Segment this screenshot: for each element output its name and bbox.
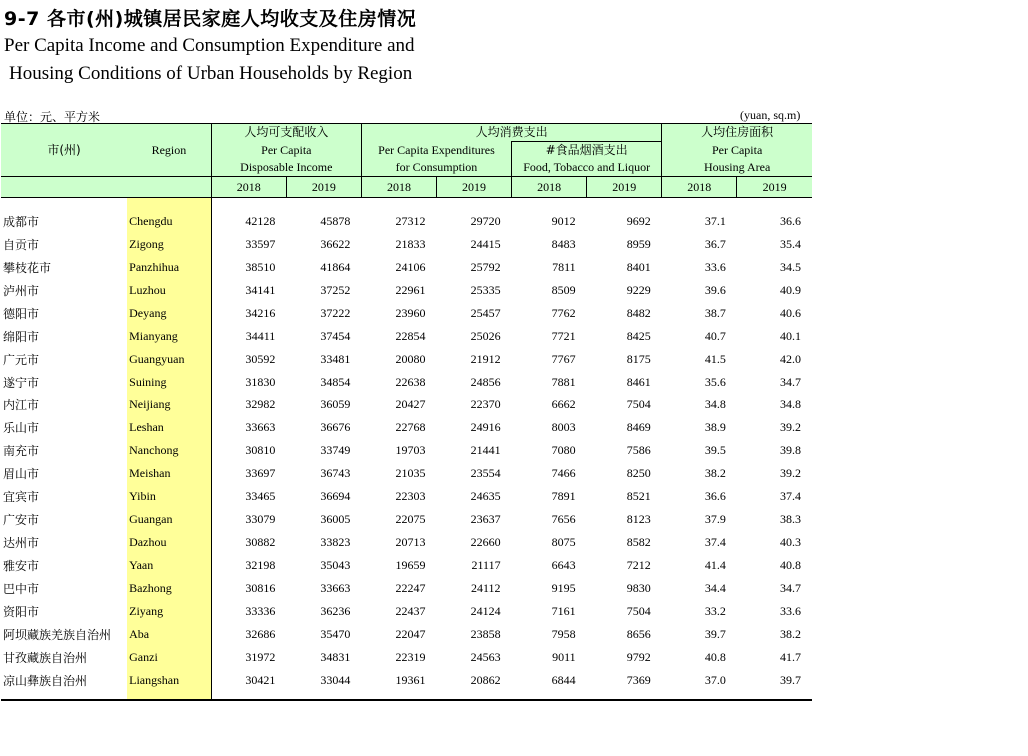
- value-cell: 33663: [245, 420, 276, 435]
- value-cell: 40.6: [780, 305, 801, 320]
- region-name-cn: 内江市: [3, 398, 40, 413]
- region-name-cn: 甘孜藏族自治州: [3, 650, 88, 665]
- year-header: 2018: [211, 177, 286, 198]
- value-cell: 31830: [245, 374, 276, 389]
- value-cell: 7504: [626, 397, 651, 412]
- region-name-en: Meishan: [127, 462, 211, 485]
- value-cell: 38.2: [704, 466, 726, 481]
- page-title-en-line2: Housing Conditions of Urban Households by Region: [9, 63, 413, 84]
- value-cell: 40.1: [780, 328, 801, 343]
- value-cell: 8521: [626, 489, 651, 504]
- header-food-en: Food, Tobacco and Liquor: [512, 159, 662, 177]
- value-cell: 34.7: [780, 580, 801, 595]
- value-cell: 23554: [470, 466, 501, 481]
- value-cell: 36676: [320, 420, 351, 435]
- value-cell: 33481: [320, 351, 351, 366]
- value-cell: 9830: [626, 580, 651, 595]
- value-cell: 9012: [551, 213, 576, 228]
- value-cell: 21035: [395, 466, 426, 481]
- value-cell: 8123: [626, 512, 651, 527]
- value-cell: 41864: [320, 259, 351, 274]
- value-cell: 7212: [626, 558, 651, 573]
- table-row: [1, 233, 812, 256]
- value-cell: 36236: [320, 603, 351, 618]
- header-housing-en1: Per Capita: [662, 142, 812, 160]
- value-cell: 29720: [470, 213, 501, 228]
- region-name-en: Panzhihua: [127, 256, 211, 279]
- table-body: [1, 198, 812, 700]
- value-cell: 39.5: [704, 443, 726, 458]
- year-header: 2018: [361, 177, 436, 198]
- value-cell: 36005: [320, 512, 351, 527]
- unit-label-en: (yuan, sq.m): [740, 108, 801, 122]
- value-cell: 19703: [395, 443, 426, 458]
- value-cell: 7767: [551, 351, 576, 366]
- value-cell: 8509: [551, 282, 576, 297]
- value-cell: 33044: [320, 672, 351, 687]
- value-cell: 7721: [551, 328, 576, 343]
- value-cell: 34.8: [780, 397, 801, 412]
- header-income-en1: Per Capita: [211, 142, 361, 160]
- value-cell: 37454: [320, 328, 351, 343]
- value-cell: 34.8: [704, 397, 726, 412]
- value-cell: 20427: [395, 397, 426, 412]
- region-name-cn: 南充市: [3, 444, 40, 459]
- year-header: 2019: [587, 177, 662, 198]
- header-income-en2: Disposable Income: [211, 159, 361, 177]
- region-name-en: Deyang: [127, 302, 211, 325]
- value-cell: 8075: [551, 535, 576, 550]
- value-cell: 22660: [470, 535, 501, 550]
- value-cell: 24563: [470, 649, 501, 664]
- region-name-en: Liangshan: [127, 669, 211, 692]
- value-cell: 33697: [245, 466, 276, 481]
- value-cell: 41.4: [704, 558, 726, 573]
- header-food-cn: #食品烟酒支出: [512, 142, 662, 160]
- value-cell: 24856: [470, 374, 501, 389]
- value-cell: 8582: [626, 535, 651, 550]
- value-cell: 30592: [245, 351, 276, 366]
- value-cell: 22303: [395, 489, 426, 504]
- table-row: [1, 256, 812, 279]
- value-cell: 22370: [470, 397, 501, 412]
- value-cell: 27312: [395, 213, 426, 228]
- table-row: [1, 600, 812, 623]
- value-cell: 45878: [320, 213, 351, 228]
- value-cell: 7891: [551, 489, 576, 504]
- value-cell: 7762: [551, 305, 576, 320]
- table-row: [1, 554, 812, 577]
- value-cell: 7958: [551, 626, 576, 641]
- region-name-en: Neijiang: [127, 394, 211, 417]
- value-cell: 34216: [245, 305, 276, 320]
- value-cell: 8469: [626, 420, 651, 435]
- value-cell: 34.7: [780, 374, 801, 389]
- value-cell: 22247: [395, 580, 426, 595]
- value-cell: 9011: [552, 649, 576, 664]
- region-name-cn: 阿坝藏族羌族自治州: [3, 627, 112, 642]
- header-housing-en2: Housing Area: [662, 159, 812, 177]
- value-cell: 7881: [551, 374, 576, 389]
- value-cell: 7466: [551, 466, 576, 481]
- page-title-en-line1: Per Capita Income and Consumption Expenditure and: [4, 35, 415, 56]
- value-cell: 36743: [320, 466, 351, 481]
- value-cell: 9229: [626, 282, 651, 297]
- value-cell: 25792: [470, 259, 501, 274]
- value-cell: 8483: [551, 236, 576, 251]
- region-name-cn: 达州市: [3, 536, 40, 551]
- table-row: [1, 416, 812, 439]
- value-cell: 33336: [245, 603, 276, 618]
- value-cell: 9792: [626, 649, 651, 664]
- value-cell: 23858: [470, 626, 501, 641]
- value-cell: 8656: [626, 626, 651, 641]
- value-cell: 34854: [320, 374, 351, 389]
- value-cell: 24916: [470, 420, 501, 435]
- region-name-cn: 广安市: [3, 513, 40, 528]
- value-cell: 33597: [245, 236, 276, 251]
- value-cell: 6643: [551, 558, 576, 573]
- value-cell: 39.2: [780, 466, 801, 481]
- value-cell: 22638: [395, 374, 426, 389]
- region-name-en: Ganzi: [127, 646, 211, 669]
- value-cell: 22768: [395, 420, 426, 435]
- value-cell: 39.6: [704, 282, 726, 297]
- value-cell: 39.8: [780, 443, 801, 458]
- value-cell: 34.4: [704, 580, 726, 595]
- value-cell: 36.6: [704, 489, 726, 504]
- value-cell: 36059: [320, 397, 351, 412]
- value-cell: 33.2: [704, 603, 726, 618]
- value-cell: 38.3: [780, 512, 801, 527]
- table-row: [1, 302, 812, 325]
- header-expend-en2: for Consumption: [361, 159, 511, 177]
- value-cell: 40.7: [704, 328, 726, 343]
- region-name-en: Suining: [127, 371, 211, 394]
- value-cell: 20080: [395, 351, 426, 366]
- value-cell: 30816: [245, 580, 276, 595]
- region-name-cn: 广元市: [3, 352, 40, 367]
- value-cell: 37252: [320, 282, 351, 297]
- table-row: [1, 325, 812, 348]
- region-name-en: Yibin: [127, 485, 211, 508]
- value-cell: 23960: [395, 305, 426, 320]
- value-cell: 8461: [626, 374, 651, 389]
- value-cell: 38.2: [780, 626, 801, 641]
- region-name-en: Mianyang: [127, 325, 211, 348]
- region-name-cn: 绵阳市: [3, 329, 40, 344]
- value-cell: 39.7: [780, 672, 801, 687]
- value-cell: 24415: [470, 236, 501, 251]
- table-end-rule: [1, 692, 812, 700]
- value-cell: 19361: [395, 672, 426, 687]
- value-cell: 7504: [626, 603, 651, 618]
- value-cell: 40.8: [780, 558, 801, 573]
- value-cell: 8175: [626, 351, 651, 366]
- value-cell: 35.4: [780, 236, 801, 251]
- table-row: [1, 439, 812, 462]
- value-cell: 30421: [245, 672, 276, 687]
- table-row: [1, 210, 812, 233]
- table-row: [1, 279, 812, 302]
- value-cell: 24106: [395, 259, 426, 274]
- value-cell: 25026: [470, 328, 501, 343]
- year-header: 2018: [512, 177, 587, 198]
- region-name-en: Chengdu: [127, 210, 211, 233]
- value-cell: 36.7: [704, 236, 726, 251]
- value-cell: 22047: [395, 626, 426, 641]
- region-name-en: Guangan: [127, 508, 211, 531]
- value-cell: 9692: [626, 213, 651, 228]
- table-row: [1, 348, 812, 371]
- region-name-cn: 自贡市: [3, 237, 40, 252]
- value-cell: 7161: [551, 603, 576, 618]
- value-cell: 8425: [626, 328, 651, 343]
- value-cell: 33749: [320, 443, 351, 458]
- region-name-cn: 德阳市: [3, 306, 40, 321]
- region-name-cn: 宜宾市: [3, 490, 40, 505]
- value-cell: 34411: [245, 328, 276, 343]
- value-cell: 41.5: [704, 351, 726, 366]
- table-row: [1, 623, 812, 646]
- region-name-cn: 凉山彝族自治州: [3, 673, 88, 688]
- value-cell: 25457: [470, 305, 501, 320]
- header-income-cn: 人均可支配收入: [211, 124, 361, 142]
- value-cell: 7811: [552, 259, 576, 274]
- spacer-row: [1, 198, 812, 211]
- value-cell: 40.9: [780, 282, 801, 297]
- value-cell: 24124: [470, 603, 501, 618]
- value-cell: 38.9: [704, 420, 726, 435]
- value-cell: 22319: [395, 649, 426, 664]
- region-name-en: Nanchong: [127, 439, 211, 462]
- value-cell: 39.7: [704, 626, 726, 641]
- region-name-cn: 成都市: [3, 214, 40, 229]
- value-cell: 7080: [551, 443, 576, 458]
- value-cell: 8482: [626, 305, 651, 320]
- value-cell: 37.1: [704, 213, 726, 228]
- value-cell: 19659: [395, 558, 426, 573]
- value-cell: 34.5: [780, 259, 801, 274]
- data-table: [1, 123, 812, 701]
- region-name-cn: 泸州市: [3, 283, 40, 298]
- unit-label-cn: 单位：元、平方米: [4, 110, 101, 124]
- value-cell: 33.6: [780, 603, 801, 618]
- value-cell: 37222: [320, 305, 351, 320]
- value-cell: 21117: [471, 558, 501, 573]
- region-name-en: Luzhou: [127, 279, 211, 302]
- page-title-cn: 9-7 各市(州)城镇居民家庭人均收支及住房情况: [4, 8, 417, 30]
- value-cell: 30882: [245, 535, 276, 550]
- table-row: [1, 394, 812, 417]
- value-cell: 8401: [626, 259, 651, 274]
- table-row: [1, 577, 812, 600]
- region-name-en: Dazhou: [127, 531, 211, 554]
- value-cell: 9195: [551, 580, 576, 595]
- value-cell: 32198: [245, 558, 276, 573]
- value-cell: 36622: [320, 236, 351, 251]
- value-cell: 7369: [626, 672, 651, 687]
- header-city-cn: 市(州): [1, 124, 127, 177]
- value-cell: 7656: [551, 512, 576, 527]
- value-cell: 34141: [245, 282, 276, 297]
- value-cell: 38.7: [704, 305, 726, 320]
- value-cell: 35043: [320, 558, 351, 573]
- header-housing-cn: 人均住房面积: [662, 124, 812, 142]
- region-name-cn: 眉山市: [3, 467, 40, 482]
- value-cell: 32686: [245, 626, 276, 641]
- region-name-en: Aba: [127, 623, 211, 646]
- value-cell: 25335: [470, 282, 501, 297]
- region-name-en: Leshan: [127, 416, 211, 439]
- value-cell: 33663: [320, 580, 351, 595]
- table-row: [1, 508, 812, 531]
- value-cell: 37.9: [704, 512, 726, 527]
- value-cell: 32982: [245, 397, 276, 412]
- value-cell: 40.3: [780, 535, 801, 550]
- region-name-en: Ziyang: [127, 600, 211, 623]
- header-expend-cn: 人均消费支出: [361, 124, 661, 142]
- region-name-cn: 乐山市: [3, 421, 40, 436]
- value-cell: 35470: [320, 626, 351, 641]
- value-cell: 37.4: [704, 535, 726, 550]
- region-name-cn: 攀枝花市: [3, 260, 52, 275]
- value-cell: 24112: [471, 580, 501, 595]
- value-cell: 30810: [245, 443, 276, 458]
- value-cell: 33823: [320, 535, 351, 550]
- value-cell: 21912: [470, 351, 501, 366]
- value-cell: 6662: [551, 397, 576, 412]
- region-name-en: Yaan: [127, 554, 211, 577]
- header-expend-en1: Per Capita Expenditures: [361, 142, 511, 160]
- value-cell: 37.0: [704, 672, 726, 687]
- region-name-cn: 资阳市: [3, 604, 40, 619]
- header-region-en: Region: [127, 124, 211, 177]
- year-header: 2019: [737, 177, 812, 198]
- value-cell: 39.2: [780, 420, 801, 435]
- region-name-cn: 遂宁市: [3, 375, 40, 390]
- value-cell: 20862: [470, 672, 501, 687]
- region-name-en: Zigong: [127, 233, 211, 256]
- region-name-en: Guangyuan: [127, 348, 211, 371]
- value-cell: 22854: [395, 328, 426, 343]
- value-cell: 33.6: [704, 259, 726, 274]
- value-cell: 22961: [395, 282, 426, 297]
- value-cell: 33079: [245, 512, 276, 527]
- value-cell: 22075: [395, 512, 426, 527]
- value-cell: 38510: [245, 259, 276, 274]
- value-cell: 7586: [626, 443, 651, 458]
- table-row: [1, 371, 812, 394]
- table-row: [1, 485, 812, 508]
- value-cell: 36.6: [780, 213, 801, 228]
- year-header: 2019: [286, 177, 361, 198]
- value-cell: 35.6: [704, 374, 726, 389]
- value-cell: 42.0: [780, 351, 801, 366]
- value-cell: 41.7: [780, 649, 801, 664]
- value-cell: 40.8: [704, 649, 726, 664]
- value-cell: 36694: [320, 489, 351, 504]
- region-name-en: Bazhong: [127, 577, 211, 600]
- region-name-cn: 雅安市: [3, 559, 40, 574]
- table-row: [1, 646, 812, 669]
- value-cell: 34831: [320, 649, 351, 664]
- value-cell: 22437: [395, 603, 426, 618]
- value-cell: 21833: [395, 236, 426, 251]
- value-cell: 21441: [470, 443, 501, 458]
- table-row: [1, 531, 812, 554]
- value-cell: 6844: [551, 672, 576, 687]
- value-cell: 37.4: [780, 489, 801, 504]
- region-name-cn: 巴中市: [3, 581, 40, 596]
- value-cell: 23637: [470, 512, 501, 527]
- value-cell: 8003: [551, 420, 576, 435]
- value-cell: 24635: [470, 489, 501, 504]
- year-header: 2019: [436, 177, 511, 198]
- value-cell: 33465: [245, 489, 276, 504]
- value-cell: 31972: [245, 649, 276, 664]
- table-row: [1, 669, 812, 692]
- year-header: 2018: [662, 177, 737, 198]
- value-cell: 42128: [245, 213, 276, 228]
- value-cell: 8250: [626, 466, 651, 481]
- value-cell: 20713: [395, 535, 426, 550]
- table-row: [1, 462, 812, 485]
- value-cell: 8959: [626, 236, 651, 251]
